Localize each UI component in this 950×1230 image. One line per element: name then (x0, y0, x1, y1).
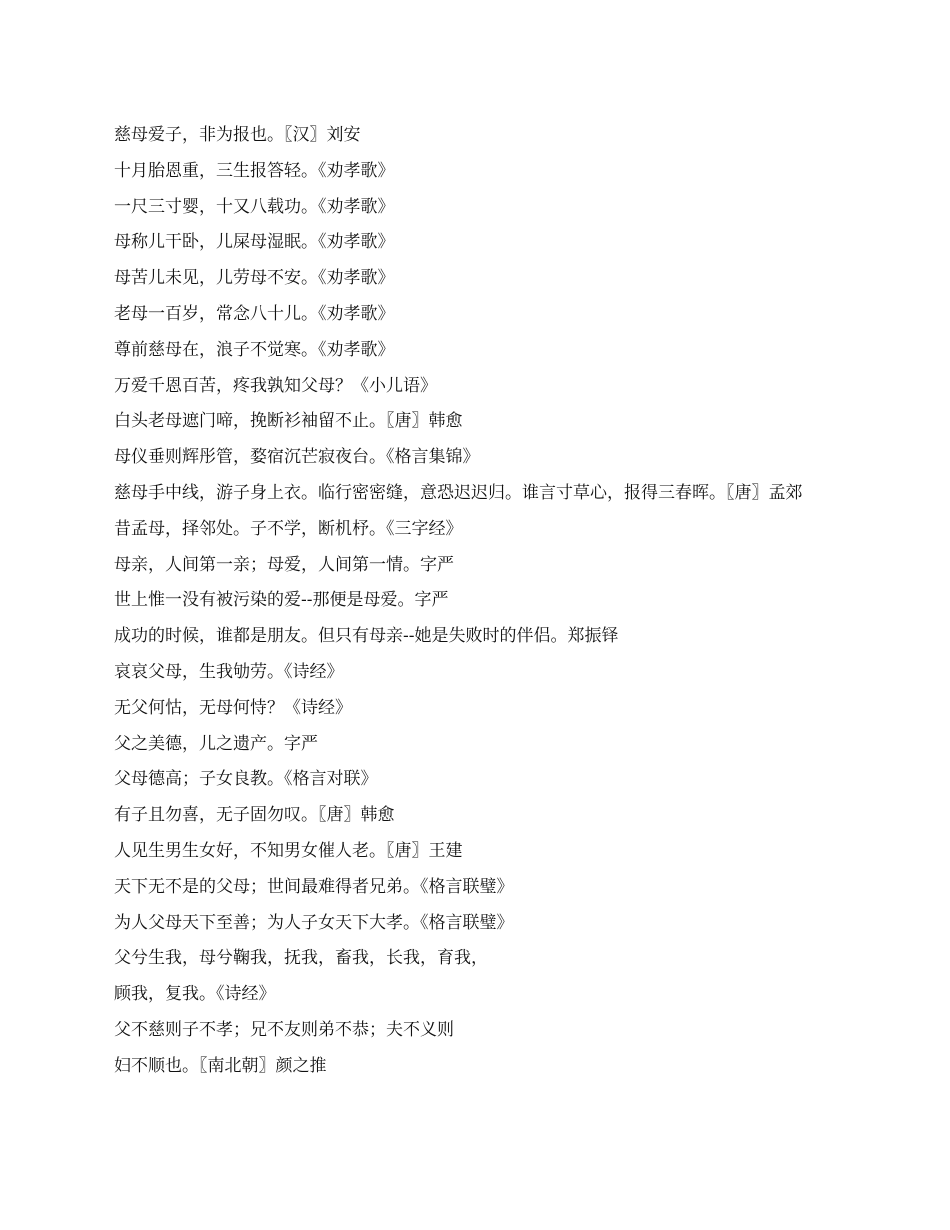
quote-line: 天下无不是的父母；世间最难得者兄弟。《格言联璧》 (114, 876, 514, 897)
quote-line: 人见生男生女好，不知男女催人老。〖唐〗王建 (114, 840, 463, 861)
quote-line: 一尺三寸婴，十又八载功。《劝孝歌》 (114, 196, 395, 217)
quote-line: 昔孟母，择邻处。子不学，断机杼。《三字经》 (114, 518, 463, 539)
quote-line: 为人父母天下至善；为人子女天下大孝。《格言联璧》 (114, 912, 514, 933)
quote-line: 十月胎恩重，三生报答轻。《劝孝歌》 (114, 160, 395, 181)
quote-line: 白头老母遮门啼，挽断衫袖留不止。〖唐〗韩愈 (114, 411, 463, 432)
quote-line: 母苦儿未见，儿劳母不安。《劝孝歌》 (114, 268, 395, 289)
quote-line: 万爱千恩百苦，疼我孰知父母？《小儿语》 (114, 375, 437, 396)
quote-line: 父不慈则子不孝；兄不友则弟不恭；夫不义则 (114, 1019, 454, 1040)
quote-line: 母称儿干卧，儿屎母湿眠。《劝孝歌》 (114, 232, 395, 253)
quote-line: 哀哀父母，生我劬劳。《诗经》 (114, 661, 344, 682)
quote-line: 顾我，复我。《诗经》 (114, 984, 276, 1005)
quote-line: 成功的时候，谁都是朋友。但只有母亲--她是失败时的伴侣。郑振铎 (114, 626, 619, 647)
quote-line: 世上惟一没有被污染的爱--那便是母爱。字严 (114, 590, 449, 611)
quote-line: 父兮生我，母兮鞠我，抚我，畜我，长我，育我， (114, 948, 488, 969)
quote-line: 妇不顺也。〖南北朝〗颜之推 (114, 1055, 327, 1076)
quote-line: 父母德高；子女良教。《格言对联》 (114, 769, 378, 790)
quote-line: 慈母手中线，游子身上衣。临行密密缝，意恐迟迟归。谁言寸草心，报得三春晖。〖唐〗孟郊 (114, 482, 803, 503)
quote-line: 老母一百岁，常念八十儿。《劝孝歌》 (114, 303, 395, 324)
quote-line: 母亲，人间第一亲；母爱，人间第一情。字严 (114, 554, 454, 575)
quote-line: 无父何怙，无母何恃？《诗经》 (114, 697, 352, 718)
quote-line: 父之美德，儿之遗产。字严 (114, 733, 318, 754)
quote-line: 母仪垂则辉彤管，婺宿沉芒寂夜台。《格言集锦》 (114, 447, 480, 468)
quote-line: 慈母爱子，非为报也。〖汉〗刘安 (114, 125, 361, 145)
quote-line: 有子且勿喜，无子固勿叹。〖唐〗韩愈 (114, 805, 395, 826)
quote-list (114, 124, 844, 1091)
quote-line: 尊前慈母在，浪子不觉寒。《劝孝歌》 (114, 339, 395, 360)
